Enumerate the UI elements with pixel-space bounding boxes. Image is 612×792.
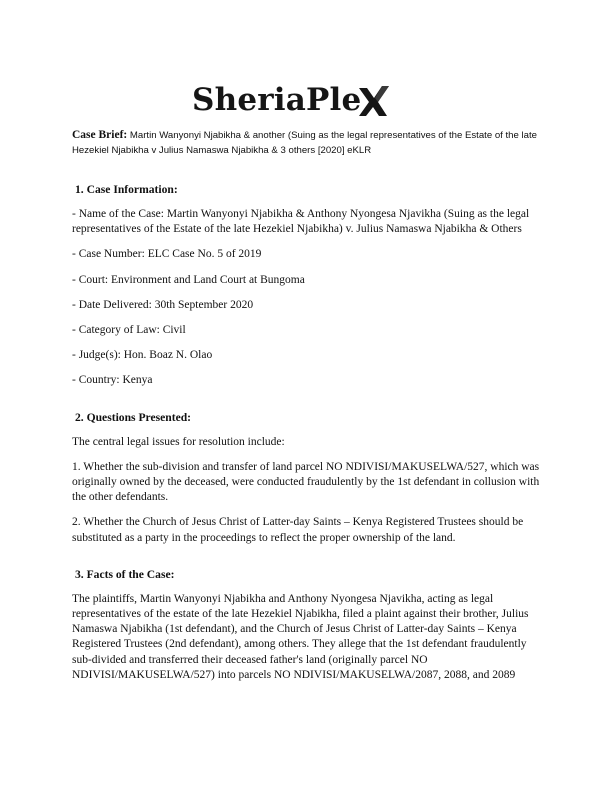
question-item: 1. Whether the sub-division and transfer of land parcel NO NDIVISI/MAKUSELWA/527, which was originally owned by the deceased, were conducted fraudulently by the 1st defendant in collusion with the other defendants. (72, 460, 540, 504)
document-body (72, 183, 540, 693)
case-brief (72, 128, 542, 158)
logo-x-mark (358, 84, 390, 118)
case-brief-label: Case Brief: (72, 129, 128, 141)
sheriaplex-logo (192, 78, 422, 122)
case-info-item-category: - Category of Law: Civil (72, 324, 186, 337)
questions-presented-section (72, 411, 540, 546)
case-info-item-judge: - Judge(s): Hon. Boaz N. Olao (72, 349, 213, 362)
case-info-item-country: - Country: Kenya (72, 374, 153, 387)
case-information-section (72, 183, 540, 389)
case-info-item-name: - Name of the Case: Martin Wanyonyi Njabikha & Anthony Nyongesa Njavikha (Suing as the legal representatives of the Estate of the late Hezekiel Njabikha) v. Julius Namaswa Njabikha & Others (72, 208, 530, 236)
case-info-item-number: - Case Number: ELC Case No. 5 of 2019 (72, 248, 262, 261)
questions-intro: The central legal issues for resolution include: (72, 435, 285, 448)
case-brief-title: Martin Wanyonyi Njabikha & another (Suing as the legal representatives of the Estate of the late Hezekiel Njabikha v Julius Namaswa Njabikha & 3 others [2020] eKLR (72, 130, 537, 156)
case-information-heading: 1. Case Information: (75, 183, 178, 196)
questions-presented-heading: 2. Questions Presented: (75, 410, 192, 424)
logo-wordmark: SheriaPle (192, 81, 362, 118)
case-info-item-court: - Court: Environment and Land Court at Bungoma (72, 273, 305, 286)
facts-paragraph: The plaintiffs, Martin Wanyonyi Njabikha and Anthony Nyongesa Njavikha, acting as legal representatives of the estate of the late Hezekiel Njabikha, filed a plaint against their brother, Julius Namaswa Njabikha (1st defendant), and the Church of Jesus Christ of Latter-day Saints – Kenya Registered Trustees (2nd defendant), among others. They allege that the 1st defendant fraudulently sub-divided and transferred their deceased father's land (originally parcel NO NDIVISI/MAKUSELWA/527) into parcels NO NDIVISI/MAKUSELWA/2087, 2088, and 2089 (72, 592, 529, 681)
facts-section (72, 568, 540, 683)
case-info-item-date: - Date Delivered: 30th September 2020 (72, 298, 254, 311)
question-item: 2. Whether the Church of Jesus Christ of Latter-day Saints – Kenya Registered Trustees should be substituted as a party in the proceedings to reflect the proper ownership of the land. (72, 516, 524, 544)
facts-heading: 3. Facts of the Case: (75, 567, 175, 581)
